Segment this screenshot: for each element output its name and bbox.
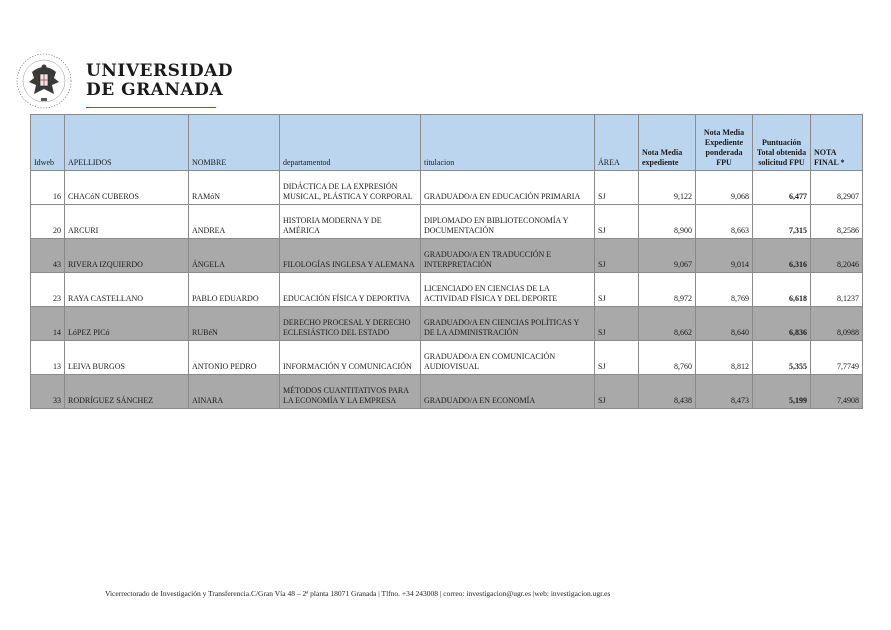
cell-titulacion: DIPLOMADO EN BIBLIOTECONOMÍA Y DOCUMENTACIÓN: [421, 205, 595, 239]
cell-departamento: DERECHO PROCESAL Y DERECHO ECLESIÁSTICO DEL ESTADO: [280, 307, 421, 341]
cell-area: SJ: [595, 307, 639, 341]
university-name: [86, 62, 233, 100]
cell-departamento: FILOLOGÍAS INGLESA Y ALEMANA: [280, 239, 421, 273]
cell-nota-media: 8,972: [639, 273, 696, 307]
cell-nota-media: 9,067: [639, 239, 696, 273]
cell-nota-final: 8,2907: [811, 171, 863, 205]
column-header: Nota Media Expediente ponderada FPU: [696, 115, 753, 171]
cell-nota-final: 8,2586: [811, 205, 863, 239]
cell-apellidos: RAYA CASTELLANO: [65, 273, 189, 307]
cell-titulacion: LICENCIADO EN CIENCIAS DE LA ACTIVIDAD FÍSICA Y DEL DEPORTE: [421, 273, 595, 307]
cell-area: SJ: [595, 341, 639, 375]
cell-nota-media: 8,662: [639, 307, 696, 341]
table-row: [31, 205, 863, 239]
cell-apellidos: CHACóN CUBEROS: [65, 171, 189, 205]
cell-nota-media: 9,122: [639, 171, 696, 205]
column-header: titulacion: [421, 115, 595, 171]
university-name-line1: UNIVERSIDAD: [86, 61, 233, 81]
university-header: [14, 52, 233, 112]
header-rule: [86, 107, 216, 108]
cell-titulacion: GRADUADO/A EN ECONOMÍA: [421, 375, 595, 409]
cell-apellidos: RIVERA IZQUIERDO: [65, 239, 189, 273]
table-header-row: [31, 115, 863, 171]
cell-titulacion: GRADUADO/A EN EDUCACIÓN PRIMARIA: [421, 171, 595, 205]
column-header: departamentod: [280, 115, 421, 171]
table-row: [31, 375, 863, 409]
cell-nota-final: 7,7749: [811, 341, 863, 375]
cell-departamento: MÉTODOS CUANTITATIVOS PARA LA ECONOMÍA Y LA EMPRESA: [280, 375, 421, 409]
cell-puntuacion: 7,315: [753, 205, 811, 239]
column-header: APELLIDOS: [65, 115, 189, 171]
column-header: NOTA FINAL *: [811, 115, 863, 171]
cell-area: SJ: [595, 239, 639, 273]
cell-titulacion: GRADUADO/A EN TRADUCCIÓN E INTERPRETACIÓN: [421, 239, 595, 273]
cell-nombre: PABLO EDUARDO: [189, 273, 280, 307]
university-crest-logo: [14, 52, 74, 110]
cell-idweb: 33: [31, 375, 65, 409]
cell-nota-ponderada: 9,014: [696, 239, 753, 273]
cell-nombre: ANTONIO PEDRO: [189, 341, 280, 375]
cell-nombre: AINARA: [189, 375, 280, 409]
cell-nota-media: 8,760: [639, 341, 696, 375]
cell-puntuacion: 6,477: [753, 171, 811, 205]
cell-area: SJ: [595, 375, 639, 409]
cell-titulacion: GRADUADO/A EN CIENCIAS POLÍTICAS Y DE LA ADMINISTRACIÓN: [421, 307, 595, 341]
cell-nota-ponderada: 8,769: [696, 273, 753, 307]
cell-nota-ponderada: 8,663: [696, 205, 753, 239]
cell-apellidos: RODRÍGUEZ SÁNCHEZ: [65, 375, 189, 409]
cell-nota-final: 8,0988: [811, 307, 863, 341]
table-row: [31, 239, 863, 273]
candidates-table: [30, 114, 863, 409]
cell-apellidos: LóPEZ PICó: [65, 307, 189, 341]
cell-nota-final: 7,4908: [811, 375, 863, 409]
cell-idweb: 13: [31, 341, 65, 375]
cell-puntuacion: 5,199: [753, 375, 811, 409]
cell-nota-final: 8,1237: [811, 273, 863, 307]
cell-idweb: 23: [31, 273, 65, 307]
cell-area: SJ: [595, 171, 639, 205]
column-header: NOMBRE: [189, 115, 280, 171]
cell-nombre: RUBéN: [189, 307, 280, 341]
cell-puntuacion: 6,836: [753, 307, 811, 341]
table-row: [31, 307, 863, 341]
cell-idweb: 20: [31, 205, 65, 239]
cell-idweb: 43: [31, 239, 65, 273]
table-row: [31, 273, 863, 307]
cell-area: SJ: [595, 205, 639, 239]
cell-idweb: 16: [31, 171, 65, 205]
cell-nota-media: 8,438: [639, 375, 696, 409]
column-header: Puntuación Total obtenida solicitud FPU: [753, 115, 811, 171]
cell-departamento: DIDÁCTICA DE LA EXPRESIÓN MUSICAL, PLÁSTICA Y CORPORAL: [280, 171, 421, 205]
cell-area: SJ: [595, 273, 639, 307]
cell-departamento: EDUCACIÓN FÍSICA Y DEPORTIVA: [280, 273, 421, 307]
university-name-line2: DE GRANADA: [86, 80, 224, 100]
column-header: ÁREA: [595, 115, 639, 171]
cell-nota-ponderada: 9,068: [696, 171, 753, 205]
cell-puntuacion: 6,316: [753, 239, 811, 273]
cell-nota-ponderada: 8,640: [696, 307, 753, 341]
cell-apellidos: LEIVA BURGOS: [65, 341, 189, 375]
cell-nombre: ANDREA: [189, 205, 280, 239]
cell-nota-ponderada: 8,473: [696, 375, 753, 409]
cell-nota-final: 8,2046: [811, 239, 863, 273]
cell-departamento: HISTORIA MODERNA Y DE AMÉRICA: [280, 205, 421, 239]
cell-apellidos: ARCURI: [65, 205, 189, 239]
column-header: Nota Media expediente: [639, 115, 696, 171]
cell-idweb: 14: [31, 307, 65, 341]
cell-titulacion: GRADUADO/A EN COMUNICACIÓN AUDIOVISUAL: [421, 341, 595, 375]
table-row: [31, 171, 863, 205]
table-body: [31, 171, 863, 409]
column-header: Idweb: [31, 115, 65, 171]
cell-nota-ponderada: 8,812: [696, 341, 753, 375]
table-row: [31, 341, 863, 375]
cell-nota-media: 8,900: [639, 205, 696, 239]
cell-puntuacion: 5,355: [753, 341, 811, 375]
cell-puntuacion: 6,618: [753, 273, 811, 307]
cell-nombre: RAMóN: [189, 171, 280, 205]
footer-contact: Vicerrectorado de Investigación y Transferencia.C/Gran Vía 48 – 2ª planta 18071 Granada | Tlfno. +34 243008 | correo: investigacion@ugr.es |web: investigacion.ugr.es: [105, 589, 611, 598]
cell-nombre: ÁNGELA: [189, 239, 280, 273]
cell-departamento: INFORMACIÓN Y COMUNICACIÓN: [280, 341, 421, 375]
